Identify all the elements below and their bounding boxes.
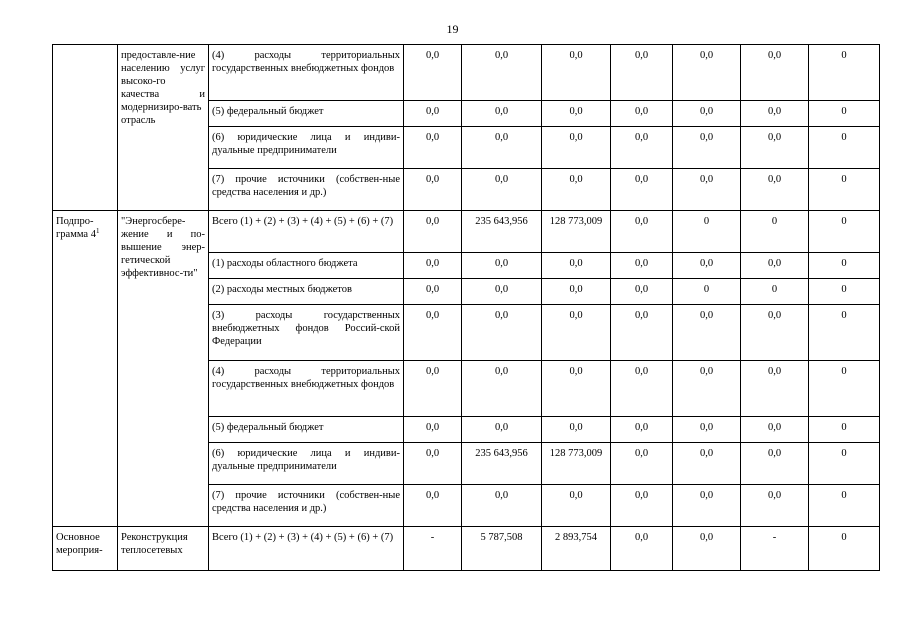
value-cell: 0: [809, 253, 880, 279]
funding-source-cell: (6) юридические лица и индиви-дуальные предприниматели: [209, 127, 404, 169]
funding-source-cell: (7) прочие источники (собствен-ные средства населения и др.): [209, 169, 404, 211]
value-cell: 0,0: [741, 443, 809, 485]
value-cell: 0,0: [611, 361, 673, 417]
value-cell: 0,0: [741, 45, 809, 101]
value-cell: 0: [809, 101, 880, 127]
value-cell: -: [741, 527, 809, 571]
value-cell: 0,0: [542, 279, 611, 305]
value-cell: 5 787,508: [462, 527, 542, 571]
value-cell: 0,0: [462, 127, 542, 169]
value-cell: 0,0: [673, 101, 741, 127]
value-cell: 0,0: [611, 253, 673, 279]
funding-source-cell: (5) федеральный бюджет: [209, 417, 404, 443]
page-number: 19: [446, 22, 459, 36]
funding-source-cell: (2) расходы местных бюджетов: [209, 279, 404, 305]
program-label: Основное мероприя-: [56, 532, 103, 556]
value-cell: 0,0: [462, 101, 542, 127]
value-cell: 0,0: [741, 101, 809, 127]
value-cell: 0,0: [673, 305, 741, 361]
value-cell: 0,0: [741, 305, 809, 361]
value-cell: 0,0: [673, 485, 741, 527]
funding-source-cell: (4) расходы территориальных государственных внебюджетных фондов: [209, 361, 404, 417]
value-cell: 0,0: [462, 279, 542, 305]
funding-source-cell: (4) расходы территориальных государственных внебюджетных фондов: [209, 45, 404, 101]
value-cell: 0,0: [673, 361, 741, 417]
value-cell: 0,0: [542, 485, 611, 527]
value-cell: 0,0: [462, 361, 542, 417]
value-cell: 0: [741, 279, 809, 305]
value-cell: 0,0: [741, 169, 809, 211]
value-cell: 0,0: [542, 361, 611, 417]
value-cell: -: [404, 527, 462, 571]
value-cell: 0,0: [404, 253, 462, 279]
value-cell: 128 773,009: [542, 443, 611, 485]
value-cell: 0: [809, 361, 880, 417]
value-cell: 0,0: [462, 253, 542, 279]
value-cell: 0,0: [673, 45, 741, 101]
value-cell: 0,0: [741, 253, 809, 279]
value-cell: 0,0: [611, 443, 673, 485]
value-cell: 0,0: [611, 417, 673, 443]
table-row: [53, 527, 880, 571]
value-cell: 0,0: [611, 527, 673, 571]
funding-source-cell: Всего (1) + (2) + (3) + (4) + (5) + (6) + (7): [209, 527, 404, 571]
funding-source-cell: (1) расходы областного бюджета: [209, 253, 404, 279]
value-cell: 0,0: [611, 169, 673, 211]
value-cell: 0,0: [611, 101, 673, 127]
value-cell: 2 893,754: [542, 527, 611, 571]
value-cell: 0,0: [611, 485, 673, 527]
value-cell: 0,0: [404, 211, 462, 253]
value-cell: 0: [673, 211, 741, 253]
value-cell: 0: [809, 417, 880, 443]
value-cell: 0,0: [462, 305, 542, 361]
value-cell: 0,0: [611, 45, 673, 101]
program-name-cell: предоставле-ние населению услуг высоко-го качества и модернизиро-вать отрасль: [118, 45, 209, 211]
value-cell: 0,0: [404, 305, 462, 361]
footnote-mark: 1: [95, 227, 100, 235]
value-cell: 0,0: [673, 443, 741, 485]
value-cell: 0: [809, 527, 880, 571]
value-cell: 0,0: [673, 127, 741, 169]
program-cell: [53, 45, 118, 211]
value-cell: 0,0: [542, 253, 611, 279]
table-row: [53, 45, 880, 101]
value-cell: 0: [809, 443, 880, 485]
value-cell: 0,0: [673, 169, 741, 211]
value-cell: 0,0: [462, 169, 542, 211]
value-cell: 0,0: [673, 417, 741, 443]
funding-source-cell: (3) расходы государственных внебюджетных фондов Россий-ской Федерации: [209, 305, 404, 361]
program-cell: [53, 211, 118, 527]
value-cell: 0,0: [462, 417, 542, 443]
table-row: [53, 211, 880, 253]
funding-source-cell: (7) прочие источники (собствен-ные средства населения и др.): [209, 485, 404, 527]
value-cell: 0,0: [741, 417, 809, 443]
funding-source-cell: (6) юридические лица и индиви-дуальные предприниматели: [209, 443, 404, 485]
program-label: Подпро-грамма 4: [56, 216, 96, 240]
value-cell: 0,0: [542, 127, 611, 169]
value-cell: 0,0: [741, 127, 809, 169]
funding-source-cell: Всего (1) + (2) + (3) + (4) + (5) + (6) + (7): [209, 211, 404, 253]
value-cell: 0,0: [404, 485, 462, 527]
value-cell: 0,0: [611, 211, 673, 253]
value-cell: 0: [673, 279, 741, 305]
value-cell: 128 773,009: [542, 211, 611, 253]
value-cell: 0,0: [611, 305, 673, 361]
value-cell: 0,0: [404, 443, 462, 485]
funding-source-cell: (5) федеральный бюджет: [209, 101, 404, 127]
value-cell: 0,0: [404, 361, 462, 417]
program-name-cell: "Энергосбере-жение и по-вышение энер-гетической эффективнос-ти": [118, 211, 209, 527]
value-cell: 0,0: [404, 45, 462, 101]
value-cell: 0,0: [673, 527, 741, 571]
value-cell: 0,0: [611, 279, 673, 305]
value-cell: 0: [809, 485, 880, 527]
value-cell: 0,0: [542, 101, 611, 127]
value-cell: 0,0: [542, 45, 611, 101]
value-cell: 0,0: [462, 45, 542, 101]
value-cell: 0: [809, 45, 880, 101]
value-cell: 0,0: [462, 485, 542, 527]
value-cell: 0,0: [673, 253, 741, 279]
value-cell: 0: [741, 211, 809, 253]
budget-table: [52, 44, 880, 571]
value-cell: 0,0: [404, 127, 462, 169]
program-name-cell: Реконструкция теплосетевых: [118, 527, 209, 571]
value-cell: 0,0: [404, 417, 462, 443]
value-cell: 0,0: [741, 485, 809, 527]
program-cell: [53, 527, 118, 571]
value-cell: 0,0: [542, 169, 611, 211]
value-cell: 0: [809, 305, 880, 361]
value-cell: 0,0: [542, 305, 611, 361]
value-cell: 235 643,956: [462, 443, 542, 485]
value-cell: 0: [809, 211, 880, 253]
value-cell: 0,0: [404, 169, 462, 211]
value-cell: 0,0: [741, 361, 809, 417]
value-cell: 0,0: [404, 101, 462, 127]
value-cell: 0: [809, 127, 880, 169]
value-cell: 0,0: [611, 127, 673, 169]
value-cell: 0: [809, 169, 880, 211]
value-cell: 0,0: [542, 417, 611, 443]
value-cell: 0: [809, 279, 880, 305]
value-cell: 235 643,956: [462, 211, 542, 253]
value-cell: 0,0: [404, 279, 462, 305]
